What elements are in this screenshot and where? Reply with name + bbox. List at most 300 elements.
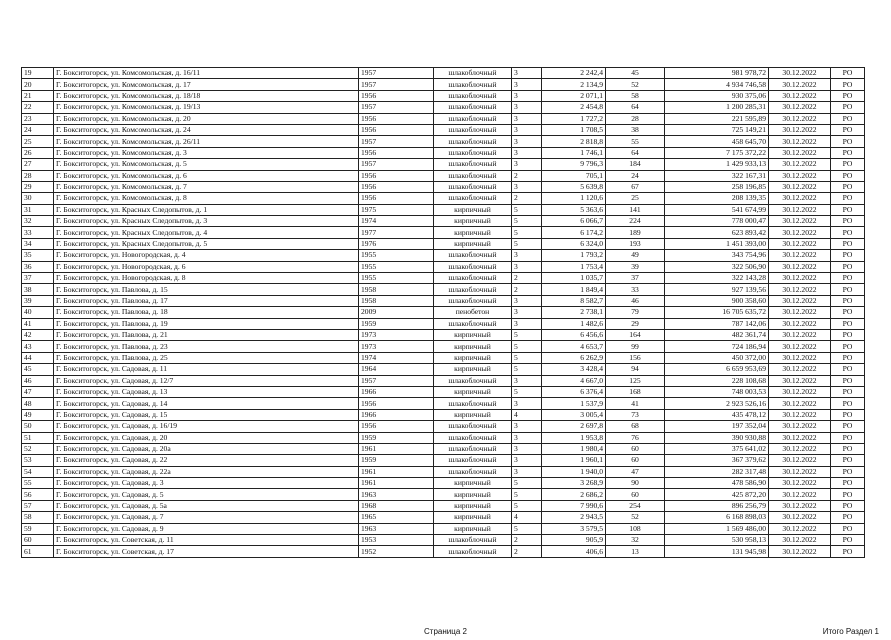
wall-material-cell: шлакоблочный bbox=[434, 546, 512, 557]
date-cell: 30.12.2022 bbox=[769, 238, 831, 249]
address-cell: Г. Бокситогорск, ул. Комсомольская, д. 24 bbox=[54, 124, 359, 135]
date-cell: 30.12.2022 bbox=[769, 489, 831, 500]
date-cell: 30.12.2022 bbox=[769, 364, 831, 375]
area-cell: 1 793,2 bbox=[542, 250, 606, 261]
date-cell: 30.12.2022 bbox=[769, 329, 831, 340]
cost-cell: 450 372,00 bbox=[665, 352, 769, 363]
table-row bbox=[22, 409, 865, 420]
source-cell: РО bbox=[831, 341, 865, 352]
source-cell: РО bbox=[831, 307, 865, 318]
wall-material-cell: шлакоблочный bbox=[434, 455, 512, 466]
address-cell: Г. Бокситогорск, ул. Комсомольская, д. 17 bbox=[54, 79, 359, 90]
floors-cell: 3 bbox=[512, 318, 542, 329]
year-cell: 1964 bbox=[359, 364, 434, 375]
year-cell: 1956 bbox=[359, 181, 434, 192]
source-cell: РО bbox=[831, 535, 865, 546]
row-number-cell: 33 bbox=[22, 227, 54, 238]
date-cell: 30.12.2022 bbox=[769, 409, 831, 420]
cost-cell: 322 143,28 bbox=[665, 273, 769, 284]
row-number-cell: 52 bbox=[22, 443, 54, 454]
address-cell: Г. Бокситогорск, ул. Садовая, д. 22а bbox=[54, 466, 359, 477]
floors-cell: 2 bbox=[512, 273, 542, 284]
floors-cell: 5 bbox=[512, 238, 542, 249]
year-cell: 1955 bbox=[359, 250, 434, 261]
cost-cell: 7 175 372,22 bbox=[665, 147, 769, 158]
floors-cell: 3 bbox=[512, 432, 542, 443]
row-number-cell: 45 bbox=[22, 364, 54, 375]
area-cell: 5 639,8 bbox=[542, 181, 606, 192]
area-cell: 5 363,6 bbox=[542, 204, 606, 215]
date-cell: 30.12.2022 bbox=[769, 421, 831, 432]
date-cell: 30.12.2022 bbox=[769, 443, 831, 454]
row-number-cell: 23 bbox=[22, 113, 54, 124]
wall-material-cell: кирпичный bbox=[434, 386, 512, 397]
row-number-cell: 38 bbox=[22, 284, 54, 295]
cost-cell: 724 186,94 bbox=[665, 341, 769, 352]
flats-cell: 33 bbox=[606, 284, 665, 295]
source-cell: РО bbox=[831, 79, 865, 90]
area-cell: 6 324,0 bbox=[542, 238, 606, 249]
wall-material-cell: кирпичный bbox=[434, 523, 512, 534]
cost-cell: 258 196,85 bbox=[665, 181, 769, 192]
source-cell: РО bbox=[831, 409, 865, 420]
year-cell: 1956 bbox=[359, 421, 434, 432]
area-cell: 3 579,5 bbox=[542, 523, 606, 534]
year-cell: 1968 bbox=[359, 500, 434, 511]
address-cell: Г. Бокситогорск, ул. Новогородская, д. 6 bbox=[54, 261, 359, 272]
date-cell: 30.12.2022 bbox=[769, 432, 831, 443]
floors-cell: 3 bbox=[512, 307, 542, 318]
flats-cell: 156 bbox=[606, 352, 665, 363]
floors-cell: 4 bbox=[512, 409, 542, 420]
section-total-label: Итого Раздел 1 bbox=[822, 627, 879, 636]
row-number-cell: 54 bbox=[22, 466, 54, 477]
row-number-cell: 44 bbox=[22, 352, 54, 363]
area-cell: 2 697,8 bbox=[542, 421, 606, 432]
floors-cell: 3 bbox=[512, 102, 542, 113]
row-number-cell: 25 bbox=[22, 136, 54, 147]
floors-cell: 3 bbox=[512, 261, 542, 272]
year-cell: 1965 bbox=[359, 512, 434, 523]
row-number-cell: 43 bbox=[22, 341, 54, 352]
floors-cell: 2 bbox=[512, 284, 542, 295]
area-cell: 4 653,7 bbox=[542, 341, 606, 352]
date-cell: 30.12.2022 bbox=[769, 261, 831, 272]
source-cell: РО bbox=[831, 227, 865, 238]
address-cell: Г. Бокситогорск, ул. Садовая, д. 15 bbox=[54, 409, 359, 420]
wall-material-cell: шлакоблочный bbox=[434, 535, 512, 546]
row-number-cell: 21 bbox=[22, 90, 54, 101]
wall-material-cell: шлакоблочный bbox=[434, 375, 512, 386]
flats-cell: 184 bbox=[606, 159, 665, 170]
year-cell: 1966 bbox=[359, 409, 434, 420]
row-number-cell: 60 bbox=[22, 535, 54, 546]
address-cell: Г. Бокситогорск, ул. Садовая, д. 13 bbox=[54, 386, 359, 397]
cost-cell: 725 149,21 bbox=[665, 124, 769, 135]
cost-cell: 435 478,12 bbox=[665, 409, 769, 420]
area-cell: 6 066,7 bbox=[542, 216, 606, 227]
floors-cell: 3 bbox=[512, 466, 542, 477]
year-cell: 1956 bbox=[359, 113, 434, 124]
cost-cell: 282 317,48 bbox=[665, 466, 769, 477]
address-cell: Г. Бокситогорск, ул. Комсомольская, д. 5 bbox=[54, 159, 359, 170]
table-row bbox=[22, 238, 865, 249]
wall-material-cell: шлакоблочный bbox=[434, 147, 512, 158]
area-cell: 1 940,0 bbox=[542, 466, 606, 477]
table-row bbox=[22, 432, 865, 443]
cost-cell: 1 451 393,00 bbox=[665, 238, 769, 249]
source-cell: РО bbox=[831, 273, 865, 284]
wall-material-cell: кирпичный bbox=[434, 500, 512, 511]
wall-material-cell: шлакоблочный bbox=[434, 113, 512, 124]
wall-material-cell: шлакоблочный bbox=[434, 159, 512, 170]
source-cell: РО bbox=[831, 432, 865, 443]
date-cell: 30.12.2022 bbox=[769, 102, 831, 113]
cost-cell: 6 659 953,69 bbox=[665, 364, 769, 375]
address-cell: Г. Бокситогорск, ул. Садовая, д. 9 bbox=[54, 523, 359, 534]
table-row bbox=[22, 79, 865, 90]
floors-cell: 5 bbox=[512, 386, 542, 397]
cost-cell: 6 168 898,03 bbox=[665, 512, 769, 523]
date-cell: 30.12.2022 bbox=[769, 181, 831, 192]
flats-cell: 58 bbox=[606, 90, 665, 101]
cost-cell: 228 108,68 bbox=[665, 375, 769, 386]
address-cell: Г. Бокситогорск, ул. Красных Следопытов, д. 5 bbox=[54, 238, 359, 249]
floors-cell: 3 bbox=[512, 90, 542, 101]
source-cell: РО bbox=[831, 238, 865, 249]
year-cell: 1953 bbox=[359, 535, 434, 546]
source-cell: РО bbox=[831, 216, 865, 227]
area-cell: 1 849,4 bbox=[542, 284, 606, 295]
source-cell: РО bbox=[831, 455, 865, 466]
date-cell: 30.12.2022 bbox=[769, 352, 831, 363]
area-cell: 6 456,6 bbox=[542, 329, 606, 340]
area-cell: 8 582,7 bbox=[542, 295, 606, 306]
year-cell: 1956 bbox=[359, 124, 434, 135]
table-row bbox=[22, 546, 865, 557]
flats-cell: 141 bbox=[606, 204, 665, 215]
cost-cell: 623 893,42 bbox=[665, 227, 769, 238]
table-row bbox=[22, 421, 865, 432]
area-cell: 705,1 bbox=[542, 170, 606, 181]
flats-cell: 189 bbox=[606, 227, 665, 238]
area-cell: 1 727,2 bbox=[542, 113, 606, 124]
area-cell: 1 537,9 bbox=[542, 398, 606, 409]
row-number-cell: 48 bbox=[22, 398, 54, 409]
wall-material-cell: шлакоблочный bbox=[434, 295, 512, 306]
address-cell: Г. Бокситогорск, ул. Садовая, д. 16/19 bbox=[54, 421, 359, 432]
floors-cell: 3 bbox=[512, 159, 542, 170]
year-cell: 1955 bbox=[359, 273, 434, 284]
cost-cell: 322 167,31 bbox=[665, 170, 769, 181]
floors-cell: 3 bbox=[512, 136, 542, 147]
year-cell: 1957 bbox=[359, 79, 434, 90]
row-number-cell: 61 bbox=[22, 546, 54, 557]
year-cell: 1956 bbox=[359, 398, 434, 409]
flats-cell: 79 bbox=[606, 307, 665, 318]
year-cell: 1961 bbox=[359, 466, 434, 477]
source-cell: РО bbox=[831, 284, 865, 295]
table-row bbox=[22, 489, 865, 500]
address-cell: Г. Бокситогорск, ул. Садовая, д. 20 bbox=[54, 432, 359, 443]
wall-material-cell: шлакоблочный bbox=[434, 421, 512, 432]
floors-cell: 2 bbox=[512, 546, 542, 557]
table-row bbox=[22, 227, 865, 238]
date-cell: 30.12.2022 bbox=[769, 375, 831, 386]
table-row bbox=[22, 147, 865, 158]
area-cell: 3 268,9 bbox=[542, 478, 606, 489]
year-cell: 1963 bbox=[359, 489, 434, 500]
year-cell: 1957 bbox=[359, 375, 434, 386]
area-cell: 2 686,2 bbox=[542, 489, 606, 500]
source-cell: РО bbox=[831, 523, 865, 534]
table-row bbox=[22, 170, 865, 181]
year-cell: 1957 bbox=[359, 159, 434, 170]
source-cell: РО bbox=[831, 500, 865, 511]
area-cell: 1 708,5 bbox=[542, 124, 606, 135]
year-cell: 1976 bbox=[359, 238, 434, 249]
area-cell: 7 990,6 bbox=[542, 500, 606, 511]
flats-cell: 125 bbox=[606, 375, 665, 386]
area-cell: 2 242,4 bbox=[542, 68, 606, 79]
floors-cell: 3 bbox=[512, 375, 542, 386]
date-cell: 30.12.2022 bbox=[769, 523, 831, 534]
date-cell: 30.12.2022 bbox=[769, 398, 831, 409]
address-cell: Г. Бокситогорск, ул. Комсомольская, д. 6 bbox=[54, 170, 359, 181]
source-cell: РО bbox=[831, 136, 865, 147]
table-row bbox=[22, 352, 865, 363]
address-cell: Г. Бокситогорск, ул. Садовая, д. 5 bbox=[54, 489, 359, 500]
floors-cell: 3 bbox=[512, 79, 542, 90]
year-cell: 1957 bbox=[359, 68, 434, 79]
wall-material-cell: шлакоблочный bbox=[434, 443, 512, 454]
table-row bbox=[22, 318, 865, 329]
year-cell: 1957 bbox=[359, 102, 434, 113]
date-cell: 30.12.2022 bbox=[769, 512, 831, 523]
floors-cell: 3 bbox=[512, 455, 542, 466]
address-cell: Г. Бокситогорск, ул. Комсомольская, д. 26/11 bbox=[54, 136, 359, 147]
wall-material-cell: шлакоблочный bbox=[434, 193, 512, 204]
source-cell: РО bbox=[831, 329, 865, 340]
address-cell: Г. Бокситогорск, ул. Комсомольская, д. 19/13 bbox=[54, 102, 359, 113]
year-cell: 1973 bbox=[359, 341, 434, 352]
address-cell: Г. Бокситогорск, ул. Комсомольская, д. 16/11 bbox=[54, 68, 359, 79]
year-cell: 1958 bbox=[359, 295, 434, 306]
floors-cell: 5 bbox=[512, 329, 542, 340]
floors-cell: 5 bbox=[512, 216, 542, 227]
floors-cell: 3 bbox=[512, 68, 542, 79]
wall-material-cell: кирпичный bbox=[434, 329, 512, 340]
table-row bbox=[22, 204, 865, 215]
date-cell: 30.12.2022 bbox=[769, 147, 831, 158]
flats-cell: 76 bbox=[606, 432, 665, 443]
flats-cell: 49 bbox=[606, 250, 665, 261]
address-cell: Г. Бокситогорск, ул. Павлова, д. 23 bbox=[54, 341, 359, 352]
date-cell: 30.12.2022 bbox=[769, 273, 831, 284]
year-cell: 1952 bbox=[359, 546, 434, 557]
cost-cell: 482 361,74 bbox=[665, 329, 769, 340]
wall-material-cell: кирпичный bbox=[434, 238, 512, 249]
wall-material-cell: кирпичный bbox=[434, 489, 512, 500]
area-cell: 1 482,6 bbox=[542, 318, 606, 329]
wall-material-cell: кирпичный bbox=[434, 512, 512, 523]
date-cell: 30.12.2022 bbox=[769, 193, 831, 204]
row-number-cell: 19 bbox=[22, 68, 54, 79]
wall-material-cell: кирпичный bbox=[434, 341, 512, 352]
floors-cell: 3 bbox=[512, 181, 542, 192]
source-cell: РО bbox=[831, 352, 865, 363]
flats-cell: 25 bbox=[606, 193, 665, 204]
year-cell: 1974 bbox=[359, 352, 434, 363]
flats-cell: 47 bbox=[606, 466, 665, 477]
cost-cell: 1 200 285,31 bbox=[665, 102, 769, 113]
flats-cell: 55 bbox=[606, 136, 665, 147]
wall-material-cell: шлакоблочный bbox=[434, 79, 512, 90]
year-cell: 1959 bbox=[359, 432, 434, 443]
flats-cell: 37 bbox=[606, 273, 665, 284]
row-number-cell: 29 bbox=[22, 181, 54, 192]
source-cell: РО bbox=[831, 478, 865, 489]
floors-cell: 3 bbox=[512, 295, 542, 306]
wall-material-cell: кирпичный bbox=[434, 409, 512, 420]
row-number-cell: 37 bbox=[22, 273, 54, 284]
row-number-cell: 50 bbox=[22, 421, 54, 432]
table-row bbox=[22, 181, 865, 192]
floors-cell: 2 bbox=[512, 535, 542, 546]
flats-cell: 64 bbox=[606, 102, 665, 113]
area-cell: 2 134,9 bbox=[542, 79, 606, 90]
floors-cell: 3 bbox=[512, 421, 542, 432]
cost-cell: 221 595,89 bbox=[665, 113, 769, 124]
wall-material-cell: шлакоблочный bbox=[434, 466, 512, 477]
flats-cell: 60 bbox=[606, 489, 665, 500]
row-number-cell: 31 bbox=[22, 204, 54, 215]
floors-cell: 4 bbox=[512, 512, 542, 523]
date-cell: 30.12.2022 bbox=[769, 113, 831, 124]
area-cell: 2 818,8 bbox=[542, 136, 606, 147]
source-cell: РО bbox=[831, 546, 865, 557]
flats-cell: 193 bbox=[606, 238, 665, 249]
wall-material-cell: кирпичный bbox=[434, 204, 512, 215]
address-cell: Г. Бокситогорск, ул. Комсомольская, д. 7 bbox=[54, 181, 359, 192]
source-cell: РО bbox=[831, 443, 865, 454]
date-cell: 30.12.2022 bbox=[769, 295, 831, 306]
cost-cell: 425 872,20 bbox=[665, 489, 769, 500]
year-cell: 1973 bbox=[359, 329, 434, 340]
row-number-cell: 49 bbox=[22, 409, 54, 420]
row-number-cell: 47 bbox=[22, 386, 54, 397]
floors-cell: 3 bbox=[512, 147, 542, 158]
year-cell: 1959 bbox=[359, 455, 434, 466]
floors-cell: 3 bbox=[512, 124, 542, 135]
year-cell: 1957 bbox=[359, 136, 434, 147]
table-row bbox=[22, 455, 865, 466]
cost-cell: 748 003,53 bbox=[665, 386, 769, 397]
wall-material-cell: пенобетон bbox=[434, 307, 512, 318]
date-cell: 30.12.2022 bbox=[769, 341, 831, 352]
source-cell: РО bbox=[831, 90, 865, 101]
area-cell: 2 454,8 bbox=[542, 102, 606, 113]
year-cell: 1966 bbox=[359, 386, 434, 397]
address-cell: Г. Бокситогорск, ул. Советская, д. 17 bbox=[54, 546, 359, 557]
source-cell: РО bbox=[831, 364, 865, 375]
area-cell: 2 943,5 bbox=[542, 512, 606, 523]
date-cell: 30.12.2022 bbox=[769, 250, 831, 261]
date-cell: 30.12.2022 bbox=[769, 227, 831, 238]
area-cell: 1 753,4 bbox=[542, 261, 606, 272]
floors-cell: 5 bbox=[512, 489, 542, 500]
flats-cell: 108 bbox=[606, 523, 665, 534]
cost-cell: 208 139,35 bbox=[665, 193, 769, 204]
flats-cell: 41 bbox=[606, 398, 665, 409]
floors-cell: 2 bbox=[512, 193, 542, 204]
wall-material-cell: кирпичный bbox=[434, 216, 512, 227]
cost-cell: 478 586,90 bbox=[665, 478, 769, 489]
cost-cell: 778 000,47 bbox=[665, 216, 769, 227]
cost-cell: 787 142,06 bbox=[665, 318, 769, 329]
area-cell: 3 428,4 bbox=[542, 364, 606, 375]
floors-cell: 5 bbox=[512, 364, 542, 375]
address-cell: Г. Бокситогорск, ул. Садовая, д. 3 bbox=[54, 478, 359, 489]
address-cell: Г. Бокситогорск, ул. Садовая, д. 12/7 bbox=[54, 375, 359, 386]
area-cell: 1 960,1 bbox=[542, 455, 606, 466]
date-cell: 30.12.2022 bbox=[769, 90, 831, 101]
register-sheet bbox=[21, 67, 864, 558]
wall-material-cell: шлакоблочный bbox=[434, 170, 512, 181]
table-row bbox=[22, 535, 865, 546]
row-number-cell: 57 bbox=[22, 500, 54, 511]
table-row bbox=[22, 90, 865, 101]
address-cell: Г. Бокситогорск, ул. Комсомольская, д. 18/18 bbox=[54, 90, 359, 101]
address-cell: Г. Бокситогорск, ул. Павлова, д. 15 bbox=[54, 284, 359, 295]
page-number: Страница 2 bbox=[424, 627, 467, 636]
flats-cell: 24 bbox=[606, 170, 665, 181]
date-cell: 30.12.2022 bbox=[769, 318, 831, 329]
table-row bbox=[22, 113, 865, 124]
flats-cell: 68 bbox=[606, 421, 665, 432]
year-cell: 1956 bbox=[359, 193, 434, 204]
flats-cell: 64 bbox=[606, 147, 665, 158]
flats-cell: 32 bbox=[606, 535, 665, 546]
cost-cell: 896 256,79 bbox=[665, 500, 769, 511]
wall-material-cell: кирпичный bbox=[434, 364, 512, 375]
cost-cell: 16 705 635,72 bbox=[665, 307, 769, 318]
table-row bbox=[22, 398, 865, 409]
year-cell: 1955 bbox=[359, 261, 434, 272]
source-cell: РО bbox=[831, 102, 865, 113]
area-cell: 6 376,4 bbox=[542, 386, 606, 397]
area-cell: 6 262,9 bbox=[542, 352, 606, 363]
table-row bbox=[22, 136, 865, 147]
row-number-cell: 59 bbox=[22, 523, 54, 534]
row-number-cell: 20 bbox=[22, 79, 54, 90]
area-cell: 4 667,0 bbox=[542, 375, 606, 386]
row-number-cell: 36 bbox=[22, 261, 54, 272]
table-row bbox=[22, 159, 865, 170]
table-row bbox=[22, 443, 865, 454]
cost-cell: 131 945,98 bbox=[665, 546, 769, 557]
date-cell: 30.12.2022 bbox=[769, 284, 831, 295]
year-cell: 1956 bbox=[359, 147, 434, 158]
table-row bbox=[22, 500, 865, 511]
flats-cell: 60 bbox=[606, 455, 665, 466]
source-cell: РО bbox=[831, 466, 865, 477]
address-cell: Г. Бокситогорск, ул. Советская, д. 11 bbox=[54, 535, 359, 546]
source-cell: РО bbox=[831, 489, 865, 500]
table-row bbox=[22, 124, 865, 135]
row-number-cell: 26 bbox=[22, 147, 54, 158]
source-cell: РО bbox=[831, 375, 865, 386]
